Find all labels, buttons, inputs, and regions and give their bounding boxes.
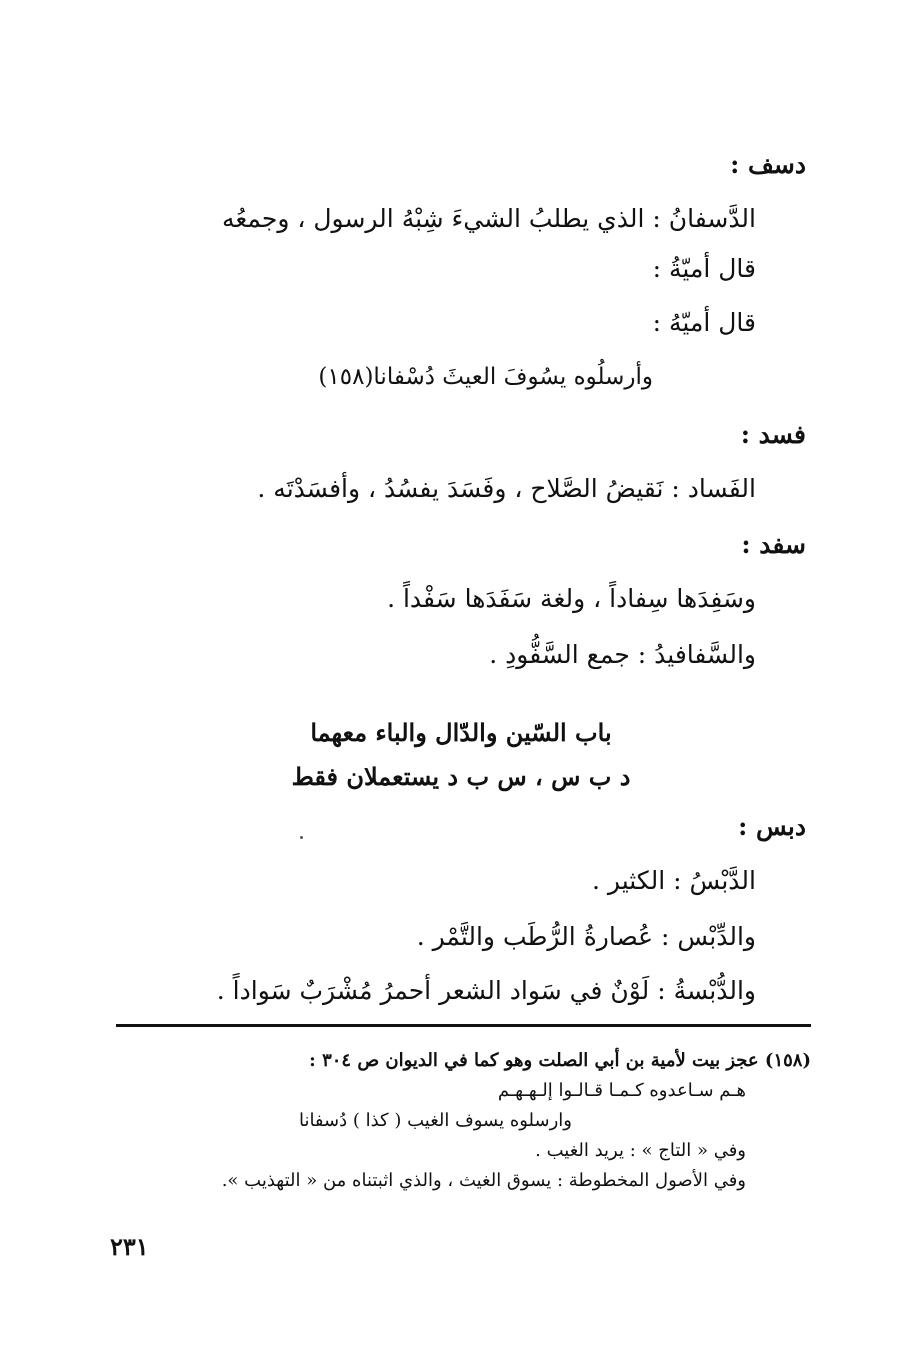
footnote-line-5: وفي الأصول المخطوطة : يسوق الغيث ، والذي اثبتناه من « التهذيب ».: [221, 1170, 746, 1191]
entry-dsf-quote-intro-2: قال أميّهُ :: [652, 308, 756, 337]
entry-dsf-definition: الدَّسفانُ : الذي يطلبُ الشيءَ شِبْهُ الرسول ، وجمعُه: [221, 204, 756, 233]
chapter-subtitle: د ب س ، س ب د يستعملان فقط: [291, 762, 631, 791]
entry-sfd-definition-1: وسَفِدَها سِفاداً ، ولغة سَفَدَها سَفْداً .: [387, 584, 756, 613]
footnote-line-1: (١٥٨) عجز بيت لأمية بن أبي الصلت وهو كما في الديوان ص ٣٠٤ :: [309, 1050, 811, 1071]
footnote-verse-2: وارسلوه يسوف الغيب ( كذا ) دُسفانا: [298, 1110, 572, 1131]
entry-heading-dsf: دسف :: [730, 150, 806, 179]
footnote-verse-1: هـم سـاعدوه كـمـا قـالـوا إلـهـهـم: [497, 1080, 746, 1101]
footnote-line-4: وفي « التاج » : يريد الغيب .: [535, 1140, 746, 1161]
entry-heading-fsd: فسد :: [740, 420, 806, 449]
entry-dsf-quote-intro-1: قال أميّةُ :: [652, 254, 756, 283]
entry-dbs-definition-1: الدَّبْسُ : الكثير .: [592, 866, 756, 895]
entry-heading-dbs: دبس :: [738, 812, 806, 841]
entry-dsf-verse: وأرسلُوه يسُوفَ العيثَ دُسْفانا(١٥٨): [318, 364, 653, 390]
entry-dbs-definition-3: والدُّبْسةُ : لَوْنٌ في سَواد الشعر أحمرُ مُشْرَبٌ سَواداً .: [216, 976, 756, 1005]
page-number: ٢٣١: [110, 1232, 149, 1261]
entry-sfd-definition-2: والسَّفافيدُ : جمع السَّفُّودِ .: [489, 640, 756, 669]
entry-fsd-definition: الفَساد : نَقيضُ الصَّلاح ، وفَسَدَ يفسُدُ ، وأفسَدْتَه .: [257, 474, 756, 503]
print-speck: [300, 836, 303, 839]
entry-heading-sfd: سفد :: [741, 530, 806, 559]
footnote-separator: [116, 1024, 811, 1027]
chapter-title: باب السّين والدّال والباء معهما: [310, 718, 612, 747]
entry-dbs-definition-2: والدِّبْس : عُصارةُ الرُّطَب والتَّمْر .: [416, 922, 756, 951]
